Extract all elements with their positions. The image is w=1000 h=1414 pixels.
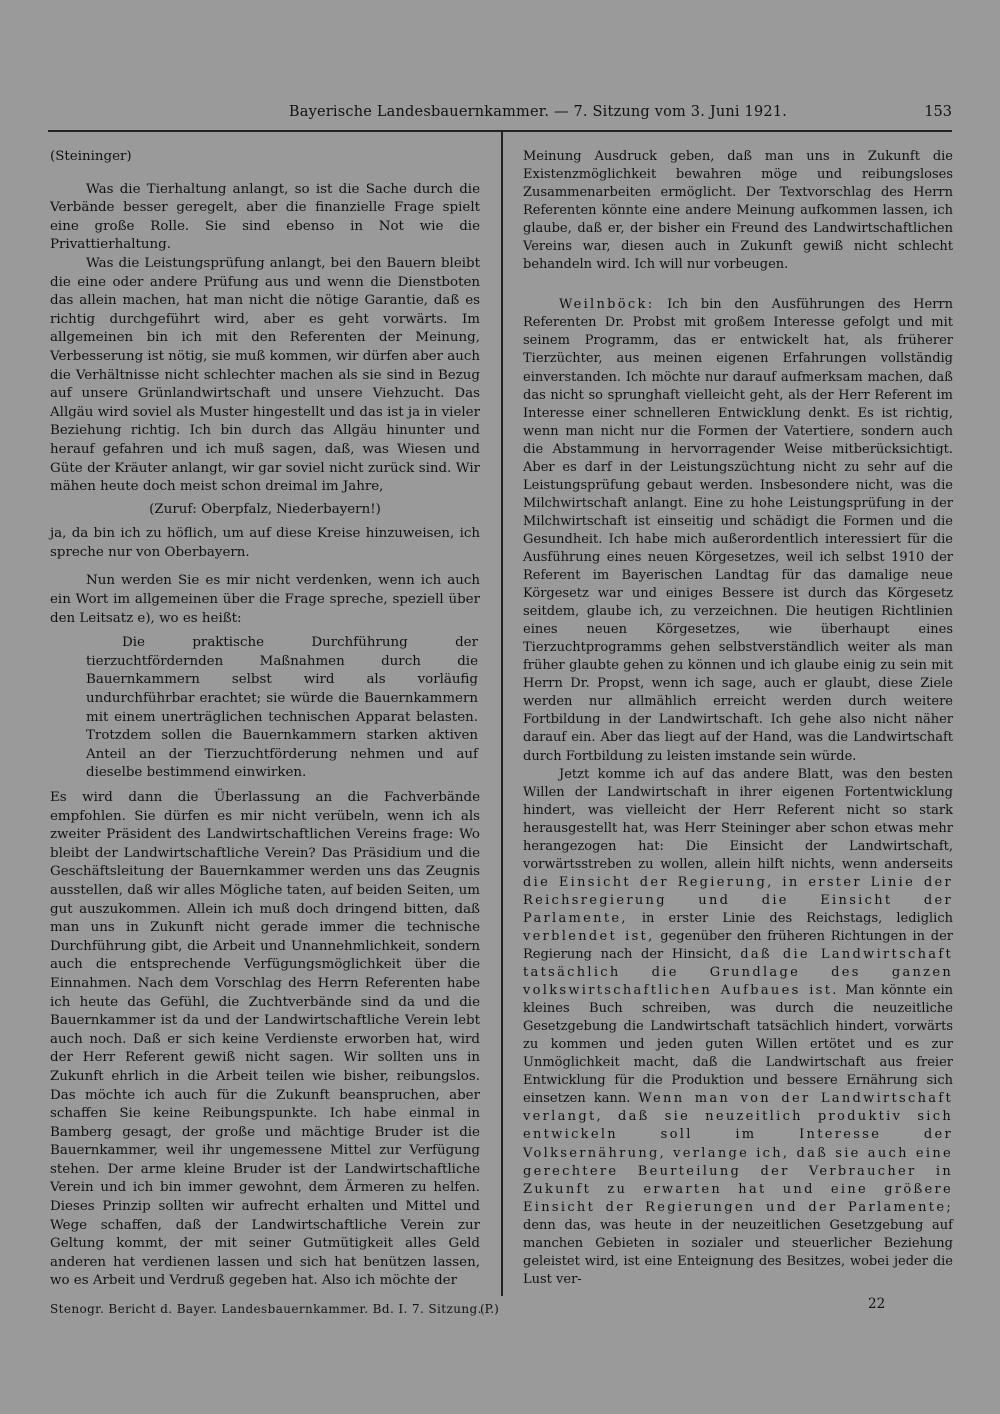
footer-mark: (P.) [480,1302,499,1316]
text-run: in erster Linie des Reichstags, lediglich [641,910,953,926]
page-number: 153 [924,104,952,120]
text-run: denn das, was heute in der neuzeitlichen Gesetzgebung auf manchen Gebieten in sozialer und steuerlicher Beziehung geleistet wird, ist eine Enteignung des Besitzes, wobei jeder die Lust ver- [523,1217,953,1287]
running-head: Bayerische Landesbauernkammer. — 7. Sitzung vom 3. Juni 1921. [288,104,788,120]
paragraph: Nun werden Sie es mir nicht verdenken, wenn ich auch ein Wort im allgemeinen über die Frage spreche, speziell über den Leitsatz e), wo es heißt: [50,573,480,626]
emphasis-run: die Einsicht der Regierung, in erster Linie der Reichsregierung und die Einsicht der Parlamente, [523,874,953,926]
text-run: Man könnte ein kleines Buch schreiben, was durch die neuzeitliche Gesetzgebung die Landwirtschaft tatsächlich hindert, vorwärts zu kommen und jeden guten Willen ertötet und es zur Unmöglichkeit macht, daß die Landwirtschaft aus freier Entwicklung für die Produktion und bessere Ernährung sich einsetzen kann. [523,983,953,1107]
header-rule [48,130,952,132]
text-run: Jetzt komme ich auf das andere Blatt, was den besten Willen der Landwirtschaft in ihrer eigenen Fortentwicklung hindert, was vielleicht der Herr Referent nicht so stark herausgestellt hat, was Herr Steininger aber schon etwas mehr herangezogen hat: Die Einsicht der Landwirtschaft, vorwärtsstreben zu wollen, allein hilft nichts, wenn anderseits [523,766,953,872]
speech-text: Ich bin den Ausführungen des Herrn Referenten Dr. Probst mit großem Interesse gefolgt und mit seinem Programm, das er entwickelt hat, als früherer Tierzüchter, aus meinen eigenen Erfahrungen vollständig einverstanden. Ich möchte nur darauf aufmerksam machen, daß das nicht so sprunghaft vielleicht geht, als der Herr Referent im Interesse einer schnelleren Entwicklung denkt. Es ist richtig, wenn man nicht nur die Formen der Vatertiere, sondern auch die Abstammung in hervorragender Weise mitberücksichtigt. Aber es darf in der Leistungszüchtung nicht zu sehr auf die Leistungsprüfung gebaut werden. Insbesondere nicht, was die Milchwirtschaft anlangt. Eine zu hohe Leistungsprüfung in der Milchwirtschaft ist einseitig und schädigt die Formen und die Gesundheit. Ich habe mich außerordentlich interessiert für die Ausführung eines neuen Körgesetzes, weil ich selbst 1910 der Referent im Bayerischen Landtag für das damalige neue Körgesetz war und einiges Bessere ist durch das Körgesetz seitdem, glaube ich, zu verzeichnen. Die heutigen Richtlinien eines neuen Körgesetzes, wie überhaupt eines Tierzuchtprogramms gehen selbstverständlich weiter als man früher glaubte gehen zu können und ich glaube einig zu sein mit Herrn Dr. Propst, wenn ich sage, auch er glaubt, diese Ziele werden nur allmählich erreicht werden durch weitere Fortbildung in der Landwirtschaft. Ich gehe also nicht näher darauf ein. Aber das liegt auf der Hand, was die Landwirtschaft durch Fortbildung zu leisten imstande sein würde. [523,297,953,764]
paragraph: Meinung Ausdruck geben, daß man uns in Zukunft die Existenzmöglichkeit bewahren möge und reibungsloses Zusammenarbeiten ermöglicht. Der Textvorschlag des Herrn Referenten könnte eine andere Meinung aufkommen lassen, ich glaube, daß er, der bisher ein Freund des Landwirtschaftlichen Vereins war, diesen auch in Zukunft gewiß nicht schlecht behandeln wird. Ich will nur vorbeugen. [523,149,953,273]
left-column [50,148,480,1291]
speech-paragraph [523,296,953,765]
emphasis-run: Wenn man von der Landwirtschaft verlangt, daß sie neuzeitlich produktiv sich entwickeln soll im Interesse der Volksernährung, verlange ich, daß sie auch eine gerechtere Beurteilung der Verbraucher in Zukunft zu erwarten hat und eine größere Einsicht der Regierungen und der Parlamente; [523,1091,953,1215]
page-header [48,104,952,128]
quoted-guideline: Die praktische Durchführung der tierzuchtfördernden Maßnahmen durch die Bauernkammern selbst wird als vorläufig undurchführbar erachtet; sie würde die Bauernkammern mit einem unerträglichen technischen Apparat belasten. Trotzdem sollen die Bauernkammern starken aktiven Anteil an der Tierzuchtförderung nehmen und auf dieselbe bestimmend einwirken. [86,635,478,781]
paragraph: Was die Tierhaltung anlangt, so ist die Sache durch die Verbände besser geregelt, aber die finanzielle Frage spielt eine große Rolle. Sie sind ebenso in Not wie die Privattierhaltung. [50,181,480,253]
right-column [523,148,953,1289]
column-divider [501,132,503,1296]
paragraph: Es wird dann die Überlassung an die Fachverbände empfohlen. Sie dürfen es mir nicht verübeln, wenn ich als zweiter Präsident des Landwirtschaftlichen Vereins frage: Wo bleibt der Landwirtschaftliche Verein? Das Präsidium und die Geschäftsleitung der Bauernkammer werden uns das Zeugnis ausstellen, daß wir alles Mögliche taten, auf beiden Seiten, um gut auszukommen. Allein ich muß doch dringend bitten, daß man uns in Zukunft nicht gerade immer die technische Durchführung gibt, die Arbeit und Unannehmlichkeit, sondern auch die entsprechende Verfügungsmöglichkeit über die Einnahmen. Nach dem Vorschlag des Herrn Referenten habe ich heute das Gefühl, die Zuchtverbände sind da und die Bauernkammer ist da und der Landwirtschaftliche Verein lebt auch noch. Daß er sich keine Verdienste erworben hat, wird der Herr Referent gewiß nicht sagen. Wir sollten uns in Zukunft ehrlich in die Arbeit teilen wie bisher, reibungslos. Das möchte ich auch für die Zukunft beanspruchen, aber schaffen Sie keine Reibungspunkte. Ich habe einmal in Bamberg gesagt, der große und mächtige Bruder ist die Bauernkammer, weil ihr ungemessene Mittel zur Verfügung stehen. Der arme kleine Bruder ist der Landwirtschaftliche Verein und ich bin immer gewohnt, dem Ärmeren zu helfen. Dieses Prinzip sollten wir aufrecht erhalten und Mittel und Wege schaffen, daß der Landwirtschaftliche Verein zur Geltung kommt, der mit seiner Gutmütigkeit alles Geld anderen hat verdienen lassen und sich hat benützen lassen, wo es Arbeit und Verdruß gegeben hat. Also ich möchte der [50,790,480,1289]
paragraph: Was die Leistungsprüfung anlangt, bei den Bauern bleibt die eine oder andere Prüfung aus und wenn die Dienstboten das allein machen, hat man nicht die nötige Garantie, daß es richtig durchgeführt wird, aber es geht vorwärts. Im allgemeinen bin ich mit den Referenten der Meinung, Verbesserung ist nötig, sie muß kommen, wir dürfen aber auch die Verhältnisse nicht schlechter machen als sie sind in Bezug auf unsere Grünlandwirtschaft und unsere Viehzucht. Das Allgäu wird soviel als Muster hingestellt und das ist ja in vieler Beziehung richtig. Ich bin durch das Allgäu hinunter und herauf gefahren und ich muß sagen, daß, was Wiesen und Güte der Kräuter anlangt, wir gar soviel nicht zurück sind. Wir mähen heute doch meist schon dreimal im Jahre, [50,255,480,495]
speaker-label: (Steininger) [50,149,132,164]
paragraph [523,766,953,1289]
paragraph: ja, da bin ich zu höflich, um auf diese Kreise hinzuweisen, ich spreche nur von Oberbayern. [50,526,480,560]
emphasis-run: daß die Landwirtschaft tatsächlich die Grundlage des ganzen volkswirtschaftlichen Aufbaues ist. [523,947,953,999]
footer-source: Stenogr. Bericht d. Bayer. Landesbauernkammer. Bd. I. 7. Sitzung. [50,1302,482,1316]
emphasis-run: verblendet ist, [523,928,655,944]
text-run: gegenüber den früheren Richtungen in der Regierung nach der Hinsicht, [523,928,953,963]
speaker-name: Weilnböck: [559,297,655,313]
page-footer [50,1296,950,1322]
interjection: (Zuruf: Oberpfalz, Niederbayern!) [149,501,381,517]
sheet-number: 22 [868,1296,886,1312]
